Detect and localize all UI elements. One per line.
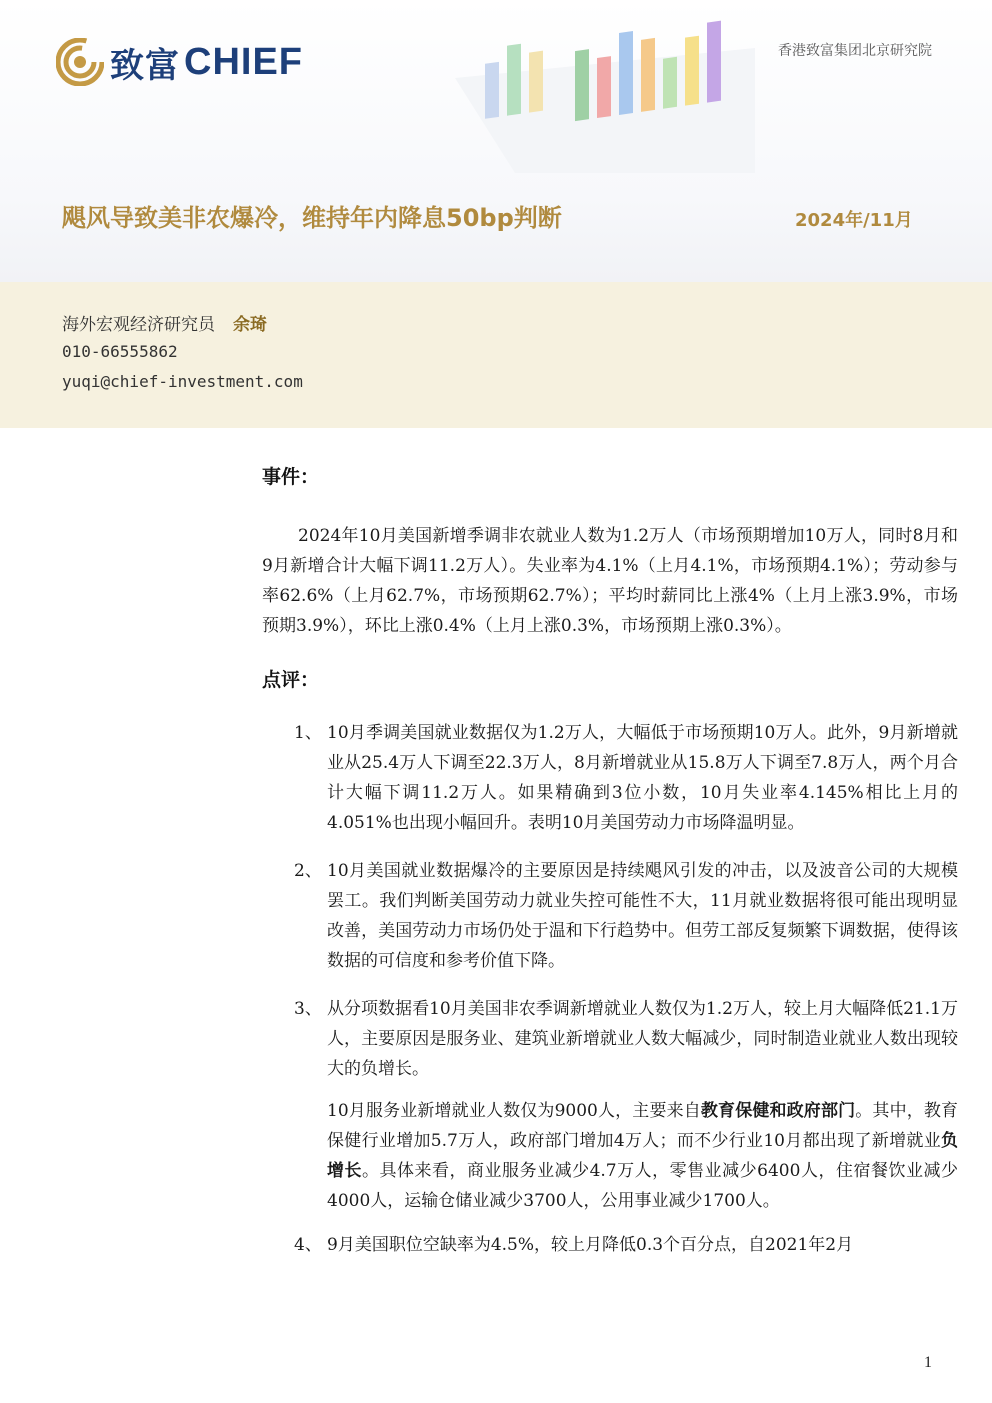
review-item xyxy=(294,1230,958,1260)
event-paragraph: 2024年10月美国新增季调非农就业人数为1.2万人（市场预期增加10万人，同时8月和9月新增合计大幅下调11.2万人）。失业率为4.1%（上月4.1%，市场预期4.1%）；劳动参与率62.6%（上月62.7%，市场预期62.7%）；平均时薪同比上涨4%（上月上涨3.9%，市场预期3.9%），环比上涨0.4%（上月上涨0.3%，市场预期上涨0.3%）。 xyxy=(262,526,958,636)
report-header xyxy=(0,0,992,282)
author-name: 余琦 xyxy=(233,315,267,335)
logo-english-text: CHIEF xyxy=(184,40,303,83)
item-text: 从分项数据看10月美国非农季调新增就业人数仅为1.2万人，较上月大幅降低21.1万人，主要原因是服务业、建筑业新增就业人数大幅减少，同时制造业就业人数出现较大的负增长。 xyxy=(327,999,958,1079)
review-heading: 点评： xyxy=(262,669,320,691)
item-number: 2、 xyxy=(294,861,322,881)
detail-bold-text: 负增长 xyxy=(327,1131,958,1181)
item-text: 10月美国就业数据爆冷的主要原因是持续飓风引发的冲击，以及波音公司的大规模罢工。我们判断美国劳动力就业失控可能性不大，11月就业数据将很可能出现明显改善，美国劳动力市场仍处于温和下行趋势中。但劳工部反复频繁下调数据，使得该数据的可信度和参考价值下降。 xyxy=(327,861,958,971)
author-phone: 010-66555862 xyxy=(62,342,178,361)
item-number: 1、 xyxy=(294,723,322,743)
research-institute-name: 香港致富集团北京研究院 xyxy=(778,43,932,59)
review-item xyxy=(294,994,958,1084)
event-heading: 事件： xyxy=(262,466,320,488)
report-date: 2024年/11月 xyxy=(795,210,913,231)
page-number: 1 xyxy=(924,1354,932,1371)
report-body xyxy=(262,462,958,1260)
services-detail-paragraph xyxy=(327,1096,958,1216)
review-list xyxy=(0,718,958,1260)
logo-chinese-text: 致富 xyxy=(110,45,180,86)
author-role: 海外宏观经济研究员 xyxy=(62,315,215,335)
detail-text: 10月服务业新增就业人数仅为9000人，主要来自 xyxy=(327,1101,701,1121)
author-email[interactable]: yuqi@chief-investment.com xyxy=(62,372,303,391)
detail-text: 。其中，教育保健行业增加5.7万人，政府部门增加4万人；而不少行业10月都出现了新增就业 xyxy=(327,1101,959,1151)
review-item xyxy=(294,718,958,838)
author-info-band xyxy=(0,282,992,428)
review-item xyxy=(294,856,958,976)
item-number: 3、 xyxy=(294,999,322,1019)
report-title: 飓风导致美非农爆冷，维持年内降息50bp判断 xyxy=(62,204,562,232)
company-logo xyxy=(56,38,303,86)
decorative-bar-chart-graphic xyxy=(455,8,755,173)
item-text: 9月美国职位空缺率为4.5%，较上月降低0.3个百分点，自2021年2月 xyxy=(327,1235,854,1255)
chief-logo-icon xyxy=(56,38,104,86)
detail-text: 。具体来看，商业服务业减少4.7万人，零售业减少6400人，住宿餐饮业减少4000人，运输仓储业减少3700人，公用事业减少1700人。 xyxy=(327,1161,958,1211)
author-role-line xyxy=(62,310,267,335)
item-number: 4、 xyxy=(294,1235,322,1255)
detail-bold-text: 教育保健和政府部门 xyxy=(700,1101,856,1121)
item-text: 10月季调美国就业数据仅为1.2万人，大幅低于市场预期10万人。此外，9月新增就业从25.4万人下调至22.3万人，8月新增就业从15.8万人下调至7.8万人，两个月合计大幅下调11.2万人。如果精确到3位小数，10月失业率4.145%相比上月的4.051%也出现小幅回升。表明10月美国劳动力市场降温明显。 xyxy=(327,723,958,833)
